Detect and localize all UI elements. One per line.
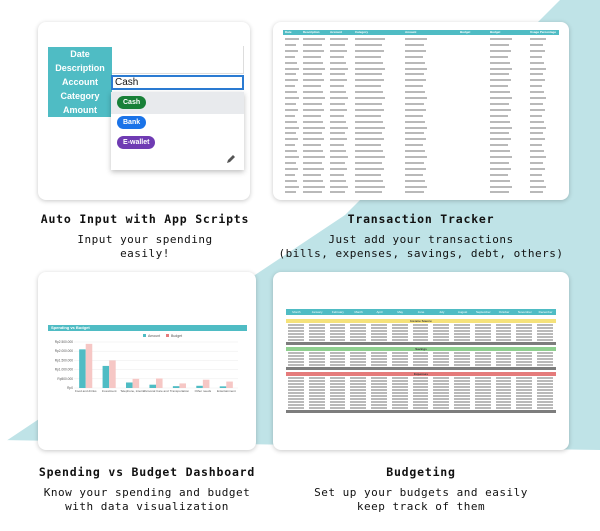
bar-budget (86, 344, 93, 388)
bar-budget (109, 360, 116, 388)
caption-subtitle-line1: Set up your budgets and easily (314, 486, 528, 499)
table-row (283, 156, 559, 159)
account-dropdown[interactable] (111, 92, 244, 170)
bar-budget (226, 382, 233, 388)
y-tick-label: Rp0 (67, 386, 73, 390)
month-header: August (457, 310, 468, 314)
tracker-column-header: Description (303, 30, 320, 34)
total-row (286, 410, 556, 413)
table-row (283, 186, 559, 189)
table-row (283, 132, 559, 135)
table-row (283, 115, 559, 118)
section-label: Expenses (413, 372, 428, 376)
month-header: October (498, 310, 510, 314)
label-category: Category (60, 91, 100, 101)
x-tick-label: Telephone, interne (120, 389, 145, 393)
bar-amount (126, 382, 133, 388)
total-row (286, 342, 556, 345)
bar-budget (179, 383, 186, 388)
spending-dashboard-card (38, 272, 256, 450)
tracker-column-header: Account (330, 30, 342, 34)
month-header: February (331, 310, 344, 314)
month-header: May (397, 310, 404, 314)
option-bank[interactable]: Bank (117, 116, 146, 129)
option-ewallet[interactable]: E-wallet (117, 136, 155, 149)
x-tick-label: Investment (101, 389, 117, 393)
legend-amount-label: Amount (148, 334, 161, 338)
legend-budget-label: Budget (171, 334, 183, 338)
x-tick-label: Other needs (194, 389, 212, 393)
tracker-header-row (283, 30, 559, 35)
table-row (283, 62, 559, 65)
table-row (283, 91, 559, 94)
caption-subtitle-line2: (bills, expenses, savings, debt, others) (278, 247, 564, 260)
bar-budget (156, 378, 163, 388)
y-tick-label: Rp2.500.000 (54, 340, 73, 344)
table-row (283, 79, 559, 82)
table-row (283, 127, 559, 130)
y-tick-label: Rp1.000.000 (54, 367, 73, 372)
table-row (283, 73, 559, 76)
table-row (283, 109, 559, 112)
caption-subtitle-line1: Input your spending (77, 233, 213, 246)
table-row (283, 144, 559, 147)
table-row (283, 97, 559, 100)
caption-subtitle-line2: easily! (120, 247, 170, 260)
caption-transaction-tracker (262, 212, 580, 261)
table-row (283, 121, 559, 124)
caption-title: Transaction Tracker (347, 212, 495, 226)
transaction-table (283, 30, 559, 195)
table-row (283, 103, 559, 106)
budget-header-row (286, 309, 556, 315)
section-band (286, 319, 556, 323)
tracker-column-header: Budget (490, 30, 501, 34)
dashboard-header: Spending vs Budget (48, 325, 247, 331)
bar-budget (133, 379, 140, 388)
month-header: Month (292, 310, 301, 314)
total-row (286, 367, 556, 370)
label-description: Description (55, 63, 105, 73)
y-tick-label: Rp1.500.000 (54, 358, 73, 363)
caption-title: Spending vs Budget Dashboard (38, 465, 256, 479)
table-row (283, 50, 559, 53)
table-row (283, 168, 559, 171)
table-row (283, 85, 559, 88)
section-band (286, 347, 556, 351)
month-header: July (439, 310, 445, 314)
table-row (283, 38, 559, 41)
caption-auto-input (18, 212, 272, 261)
caption-budgeting (262, 465, 580, 514)
month-header: November (517, 310, 532, 314)
tracker-column-header: Category (355, 30, 369, 34)
table-row (283, 56, 559, 59)
caption-title: Budgeting (386, 465, 456, 479)
form-labels (48, 47, 112, 117)
x-tick-label: Food and drinks (74, 389, 97, 393)
table-row (283, 180, 559, 183)
y-tick-label: Rp500.000 (57, 376, 73, 381)
label-account: Account (62, 77, 98, 87)
month-header: January (311, 310, 323, 314)
x-tick-label: Entertainment (216, 389, 236, 393)
month-header: September (475, 310, 491, 314)
section-band (286, 372, 556, 376)
x-tick-label: Transportation (169, 389, 190, 393)
bar-amount (196, 386, 203, 388)
bar-amount (103, 366, 110, 388)
table-row (283, 44, 559, 47)
tracker-column-header: Amount (405, 30, 417, 34)
month-header: June (417, 310, 425, 314)
bar-amount (149, 385, 156, 388)
bar-budget (203, 380, 210, 388)
budgeting-card (273, 272, 569, 450)
label-date: Date (70, 49, 90, 59)
y-tick-label: Rp2.000.000 (54, 349, 73, 354)
section-label: Savings (415, 347, 427, 351)
table-row (283, 68, 559, 71)
pencil-icon[interactable] (226, 154, 236, 164)
caption-subtitle-line2: keep track of them (356, 500, 486, 513)
table-row (283, 191, 559, 194)
transaction-tracker-card (273, 22, 569, 200)
tracker-column-header: Date (285, 30, 292, 34)
bar-amount (79, 349, 86, 388)
bar-amount (220, 386, 227, 388)
account-input[interactable]: Cash (111, 75, 244, 90)
tracker-column-header: Budget (460, 30, 471, 34)
auto-input-card (38, 22, 250, 200)
bar-amount (173, 386, 180, 388)
caption-subtitle-line1: Know your spending and budget (43, 486, 251, 499)
table-row (283, 162, 559, 165)
month-header: December (538, 310, 553, 314)
legend-amount-swatch (143, 334, 146, 337)
tracker-column-header: Usage Percentage (530, 30, 557, 34)
table-row (283, 138, 559, 141)
table-row (283, 174, 559, 177)
legend-budget-swatch (166, 334, 169, 337)
caption-subtitle-line2: with data visualization (65, 500, 229, 513)
table-row (283, 150, 559, 153)
x-tick-label: Personal Care and (143, 389, 169, 393)
caption-spending-dashboard (18, 465, 276, 514)
label-amount: Amount (63, 105, 97, 115)
spending-budget-chart (48, 332, 247, 396)
budget-table (286, 309, 556, 407)
month-header: March (354, 310, 363, 314)
caption-title: Auto Input with App Scripts (40, 212, 250, 226)
caption-subtitle-line1: Just add your transactions (328, 233, 514, 246)
spreadsheet-grid (111, 46, 244, 74)
month-header: April (376, 310, 383, 314)
option-cash[interactable]: Cash (117, 96, 146, 109)
section-label: Income Source (410, 319, 432, 323)
